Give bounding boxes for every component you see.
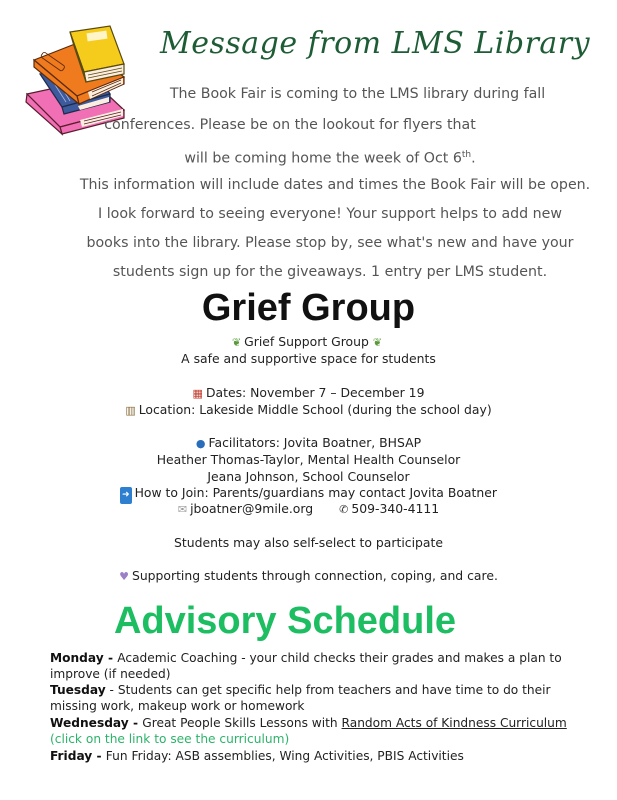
day-text: Great People Skills Lessons with xyxy=(142,716,342,730)
grief-location xyxy=(0,401,617,419)
advisory-wednesday-hint: (click on the link to see the curriculum) xyxy=(50,732,290,746)
library-line-2: conferences. Please be on the lookout for flyers that xyxy=(104,117,476,133)
grief-facilitator-2: Heather Thomas-Taylor, Mental Health Counselor xyxy=(156,452,461,467)
envelope-icon: ✉ xyxy=(177,503,188,516)
day-text: Fun Friday: ASB assemblies, Wing Activities, PBIS Activities xyxy=(105,749,464,763)
herb-icon: ❦ xyxy=(231,336,242,349)
grief-contact xyxy=(0,500,617,518)
advisory-tuesday-cont: missing work, makeup work or homework xyxy=(50,699,305,713)
grief-closing xyxy=(0,567,617,585)
library-line-6: books into the library. Please stop by, see what's new and have your xyxy=(86,235,574,251)
grief-facilitator-3: Jeana Johnson, School Counselor xyxy=(207,469,410,484)
day-label: Tuesday xyxy=(50,683,106,697)
advisory-schedule-title: Advisory Schedule xyxy=(113,600,457,642)
ordinal-suffix: th xyxy=(461,150,472,160)
grief-closing-text: Supporting students through connection, coping, and care. xyxy=(131,568,498,583)
curriculum-link[interactable]: Random Acts of Kindness Curriculum xyxy=(341,716,567,730)
grief-facilitators-text: Facilitators: Jovita Boatner, BHSAP xyxy=(208,435,422,450)
day-label: Monday - xyxy=(50,651,118,665)
calendar-icon: ▦ xyxy=(192,387,203,400)
grief-how-to-join-text: How to Join: Parents/guardians may contact Jovita Boatner xyxy=(134,485,497,500)
library-line-1: The Book Fair is coming to the LMS library during fall xyxy=(169,86,546,102)
grief-facilitators xyxy=(0,434,617,452)
library-line-7: students sign up for the giveaways. 1 entry per LMS student. xyxy=(112,264,548,280)
arrow-right-icon: ➜ xyxy=(120,487,132,504)
advisory-monday xyxy=(50,650,590,667)
day-label: Wednesday - xyxy=(50,716,143,730)
day-text: - Students can get specific help from teachers and have time to do their xyxy=(105,683,551,697)
grief-location-text: Location: Lakeside Middle School (during the school day) xyxy=(138,402,492,417)
grief-email[interactable]: jboatner@9mile.org xyxy=(190,501,314,516)
grief-subtitle-text: Grief Support Group xyxy=(244,334,369,349)
grief-dates xyxy=(0,384,617,402)
herb-icon: ❦ xyxy=(372,336,383,349)
advisory-friday xyxy=(50,748,590,765)
grief-subtitle xyxy=(0,333,617,351)
grief-phone[interactable]: 509-340-4111 xyxy=(351,501,440,516)
library-line-3-text: will be coming home the week of Oct 6 xyxy=(184,150,462,167)
school-icon: ▥ xyxy=(125,404,136,417)
advisory-wednesday xyxy=(50,715,590,732)
heart-icon: ♥ xyxy=(119,570,129,583)
library-line-3-end: . xyxy=(471,150,476,167)
library-line-4: This information will include dates and times the Book Fair will be open. xyxy=(79,177,591,193)
library-line-5: I look forward to seeing everyone! Your support helps to add new xyxy=(98,206,562,222)
advisory-monday-cont: improve (if needed) xyxy=(50,667,171,681)
grief-group-title: Grief Group xyxy=(201,287,416,329)
day-text: Academic Coaching - your child checks their grades and makes a plan to xyxy=(117,651,562,665)
library-line-3 xyxy=(60,145,600,169)
grief-dates-text: Dates: November 7 – December 19 xyxy=(205,385,425,400)
advisory-tuesday xyxy=(50,682,590,699)
grief-tagline: A safe and supportive space for students xyxy=(181,351,436,366)
people-icon: ● xyxy=(195,437,206,450)
phone-icon: ✆ xyxy=(339,503,349,516)
grief-self-select: Students may also self-select to participate xyxy=(174,535,443,550)
day-label: Friday - xyxy=(50,749,106,763)
library-title: Message from LMS Library xyxy=(160,26,591,61)
